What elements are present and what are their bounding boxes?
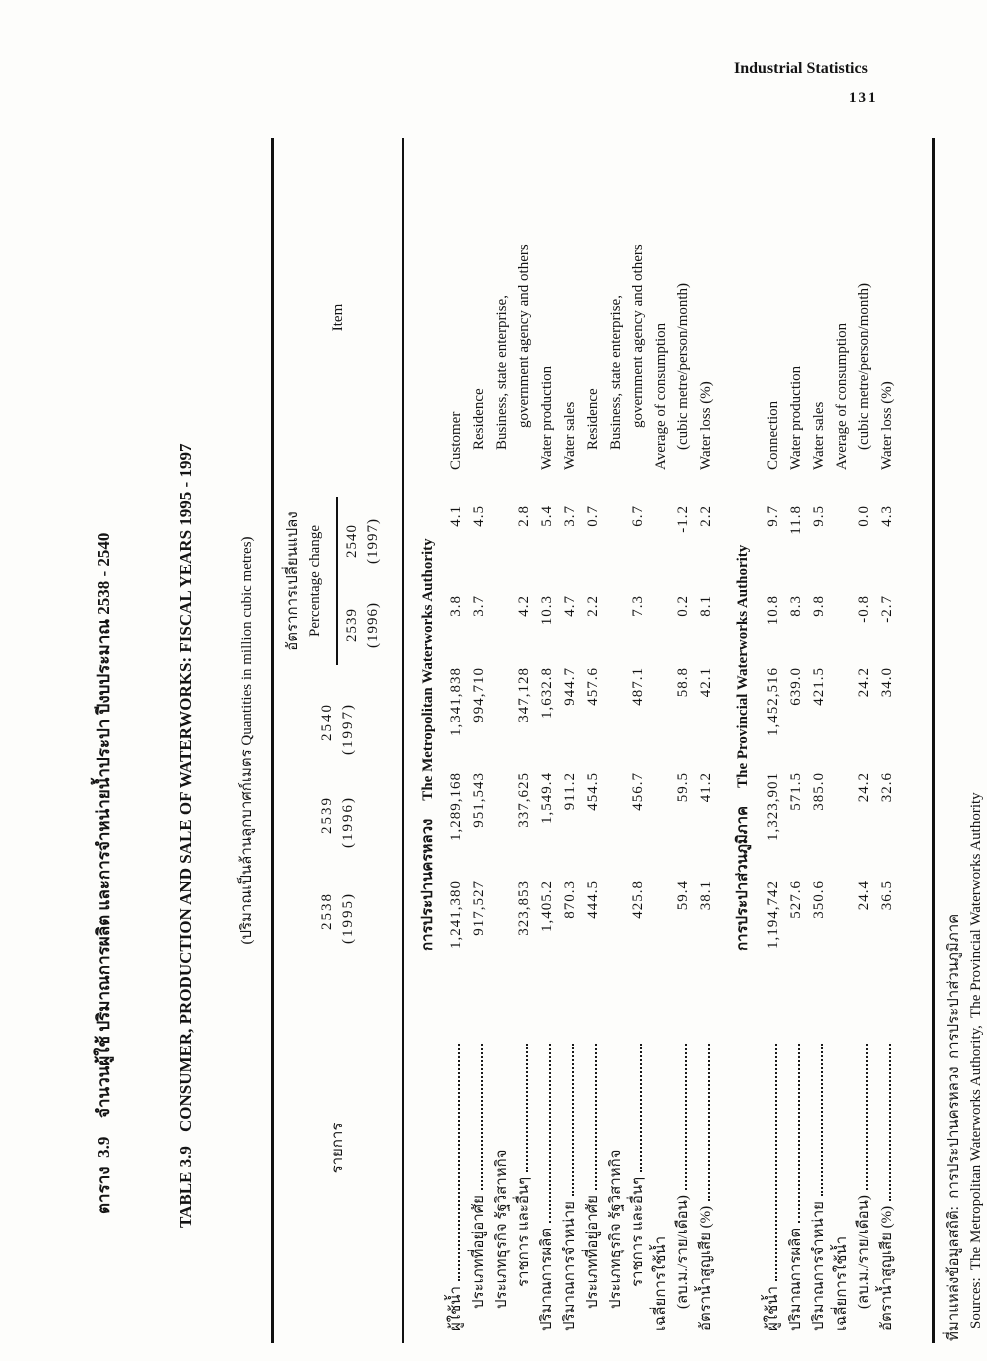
cell-value: 59.4 <box>675 880 691 911</box>
cell-value: 24.2 <box>856 772 872 803</box>
percentage-change-label-thai: อัตราการเปลี่ยนแปลง <box>285 511 301 651</box>
cell-value: 3.7 <box>562 505 578 527</box>
row-label-english-line: (cubic metre/person/month) <box>856 282 872 450</box>
cell-value: 1,341,838 <box>448 667 464 736</box>
year-be: 2540 <box>344 524 360 558</box>
row-label-thai-line <box>695 1043 717 1343</box>
cell-value: 8.1 <box>698 595 714 617</box>
year-ce: (1997) <box>340 703 356 755</box>
percentage-change-label-english: Percentage change <box>307 524 323 638</box>
journal-title: Industrial Statistics <box>734 60 868 77</box>
cell-value: 571.5 <box>788 772 804 811</box>
row-label-thai-line <box>650 1043 672 1343</box>
row-label-thai-line <box>559 1043 581 1343</box>
table-header-rule <box>402 138 404 1343</box>
cell-value: 0.0 <box>856 505 872 527</box>
cell-value: 994,710 <box>471 667 487 723</box>
section-heading <box>418 138 439 951</box>
table-row <box>582 138 604 1343</box>
cell-value: 4.1 <box>448 505 464 527</box>
row-label-thai-line <box>853 1043 875 1343</box>
row-label-english-line: Residence <box>471 388 487 450</box>
sources-line-english: Sources: The Metropolitan Waterworks Authority, The Provincial Waterworks Authority <box>968 792 984 1329</box>
row-label-thai-line <box>605 1043 627 1343</box>
cell-value: 0.7 <box>585 505 601 527</box>
cell-value: 870.3 <box>562 880 578 919</box>
row-label-english-line: Average of consumption <box>653 322 669 470</box>
row-label-english <box>605 138 649 497</box>
dotted-leader <box>821 1044 823 1196</box>
year-be: 2538 <box>319 892 335 930</box>
row-label-english-line: Connection <box>765 400 781 470</box>
row-label-thai-line <box>582 1043 604 1343</box>
row-label-thai-text: ประเภทธุรกิจ รัฐวิสาหกิจ <box>608 1149 624 1309</box>
column-header-pct-2540 <box>342 497 384 585</box>
cell-value: 1,194,742 <box>765 880 781 949</box>
cell-value: 1,289,168 <box>448 772 464 841</box>
cell-value: 24.2 <box>856 667 872 698</box>
row-label-english-line: Business, state enterprise, <box>494 295 510 450</box>
row-label-english <box>536 138 558 497</box>
table-row <box>491 138 535 1343</box>
cell-value: 911.2 <box>562 772 578 811</box>
row-label-english <box>445 138 467 497</box>
row-label-english-line: Water production <box>539 365 555 470</box>
cell-value: 1,241,380 <box>448 880 464 949</box>
cell-value: 36.5 <box>879 880 895 911</box>
row-label-thai-line <box>876 1043 898 1343</box>
dotted-leader <box>866 1044 868 1190</box>
cell-value: 917,527 <box>471 880 487 936</box>
dotted-leader <box>889 1044 891 1201</box>
year-ce: (1996) <box>340 796 356 848</box>
cell-value: 6.7 <box>630 505 646 527</box>
table-title-thai-text: จำนวนผู้ใช้ ปริมาณการผลิต และการจำหน่ายน้ำประปา ปีงบประมาณ 2538 - 2540 <box>94 532 113 1118</box>
table-number-english: TABLE 3.9 <box>176 1146 195 1228</box>
dotted-leader <box>572 1044 574 1196</box>
row-label-english <box>876 138 898 497</box>
row-label-thai-text: อัตราน้ำสูญเสีย (%) <box>698 1205 714 1331</box>
dotted-leader <box>775 1044 777 1281</box>
column-header-year-2540 <box>274 665 402 770</box>
row-label-thai-line <box>468 1043 490 1343</box>
row-label-thai <box>876 1043 898 1343</box>
dotted-leader <box>458 1044 460 1281</box>
section-heading-english: The Metropolitan Waterworks Authority <box>420 538 436 801</box>
cell-value: 0.2 <box>675 595 691 617</box>
table-body <box>418 138 898 1343</box>
table-row <box>695 138 717 1343</box>
column-header-pct-2539 <box>342 585 384 665</box>
cell-value: 42.1 <box>698 667 714 698</box>
row-label-thai-text: เฉลี่ยการใช้น้ำ <box>653 1235 669 1331</box>
cell-value: 4.5 <box>471 505 487 527</box>
row-label-thai-line <box>762 1043 784 1343</box>
row-label-thai-text: อัตราน้ำสูญเสีย (%) <box>879 1205 895 1331</box>
cell-value: 2.2 <box>585 595 601 617</box>
cell-value: 347,128 <box>516 667 532 723</box>
table-title-english <box>150 120 222 1245</box>
row-label-english <box>650 138 694 497</box>
row-label-thai-line <box>445 1043 467 1343</box>
row-label-thai-text: ประเภทที่อยู่อาศัย <box>471 1195 487 1309</box>
column-group-percentage-change <box>274 497 402 665</box>
cell-value: 385.0 <box>811 772 827 811</box>
dotted-leader <box>481 1044 483 1190</box>
row-label-english-line: (cubic metre/person/month) <box>675 282 691 450</box>
row-label-thai-line <box>536 1043 558 1343</box>
table-row <box>605 138 649 1343</box>
column-header-stub: รายการ <box>329 1122 346 1174</box>
cell-value: 5.4 <box>539 505 555 527</box>
section-heading-thai: การประปาส่วนภูมิภาค <box>735 805 751 951</box>
row-label-thai <box>582 1043 604 1343</box>
table-row <box>831 138 875 1343</box>
row-label-thai <box>605 1043 649 1343</box>
row-label-thai-line <box>491 1043 513 1343</box>
cell-value: 350.6 <box>811 880 827 919</box>
row-label-english-line: Residence <box>585 388 601 450</box>
row-label-english <box>491 138 535 497</box>
cell-value: 951,543 <box>471 772 487 828</box>
table-row <box>468 138 490 1343</box>
row-label-english-line: government agency and others <box>630 244 646 428</box>
row-label-english-line: Customer <box>448 411 464 470</box>
row-label-thai-text: ผู้ใช้น้ำ <box>448 1286 464 1331</box>
cell-value: 38.1 <box>698 880 714 911</box>
row-label-thai-line <box>627 1043 649 1343</box>
cell-value: 425.8 <box>630 880 646 919</box>
row-label-thai <box>695 1043 717 1343</box>
row-label-english-line: Water loss (%) <box>879 381 895 470</box>
row-label-thai <box>559 1043 581 1343</box>
row-label-thai-text: ปริมาณการผลิต <box>539 1227 555 1331</box>
row-label-thai-line <box>672 1043 694 1343</box>
row-label-english-line: Water sales <box>811 401 827 470</box>
cell-value: 59.5 <box>675 772 691 803</box>
cell-value: -2.7 <box>879 595 895 623</box>
cell-value: 7.3 <box>630 595 646 617</box>
table-bottom-rule <box>932 138 935 1343</box>
dotted-leader <box>640 1044 642 1172</box>
dotted-leader <box>685 1044 687 1190</box>
cell-value: 9.7 <box>765 505 781 527</box>
cell-value: 487.1 <box>630 667 646 706</box>
cell-value: 10.8 <box>765 595 781 626</box>
table-row <box>536 138 558 1343</box>
sources-line-thai: ที่มาแหล่งข้อมูลสถิติ: การประปานครหลวง การประปาส่วนภูมิภาค <box>946 913 962 1341</box>
row-label-thai <box>445 1043 467 1343</box>
row-label-english-line: Average of consumption <box>834 322 850 470</box>
row-label-thai-text: ประเภทที่อยู่อาศัย <box>585 1195 601 1309</box>
cell-value: 1,549.4 <box>539 772 555 824</box>
cell-value: 4.3 <box>879 505 895 527</box>
row-label-thai-line <box>513 1043 535 1343</box>
row-label-thai <box>536 1043 558 1343</box>
table-header-row <box>274 138 402 1343</box>
cell-value: 456.7 <box>630 772 646 811</box>
section-heading <box>733 138 754 951</box>
year-be: 2539 <box>319 796 335 834</box>
row-label-thai <box>650 1043 694 1343</box>
cell-value: 3.7 <box>471 595 487 617</box>
year-ce: (1997) <box>365 518 381 564</box>
column-header-item: Item <box>329 303 346 332</box>
row-label-english-line: government agency and others <box>516 244 532 428</box>
row-label-thai-text: (ลบ.ม./ราย/เดือน) <box>675 1195 691 1309</box>
cell-value: 2.8 <box>516 505 532 527</box>
cell-value: 3.8 <box>448 595 464 617</box>
row-label-thai-line <box>808 1043 830 1343</box>
row-label-thai-text: ปริมาณการจำหน่าย <box>562 1201 578 1331</box>
cell-value: 639.0 <box>788 667 804 706</box>
cell-value: 32.6 <box>879 772 895 803</box>
row-label-english-line: Water sales <box>562 401 578 470</box>
cell-value: 1,405.2 <box>539 880 555 932</box>
year-be: 2540 <box>319 703 335 741</box>
cell-value: 9.8 <box>811 595 827 617</box>
table-row <box>445 138 467 1343</box>
table-row <box>559 138 581 1343</box>
cell-value: 34.0 <box>879 667 895 698</box>
rotated-table-sheet <box>36 120 984 1343</box>
row-label-thai-text: เฉลี่ยการใช้น้ำ <box>834 1235 850 1331</box>
year-be: 2539 <box>344 608 360 642</box>
dotted-leader <box>526 1044 528 1172</box>
dotted-leader <box>798 1044 800 1223</box>
table-subtitle-units: (ปริมาณเป็นล้านลูกบาศก์เมตร Quantities in million cubic metres) <box>239 536 255 945</box>
row-label-thai <box>762 1043 784 1343</box>
cell-value: 9.5 <box>811 505 827 527</box>
dotted-leader <box>549 1044 551 1223</box>
cell-value: 58.8 <box>675 667 691 698</box>
cell-value: 421.5 <box>811 667 827 706</box>
cell-value: 11.8 <box>788 505 804 535</box>
cell-value: 454.5 <box>585 772 601 811</box>
page-number: 131 <box>849 90 878 106</box>
row-label-thai-text: ผู้ใช้น้ำ <box>765 1286 781 1331</box>
row-label-english <box>831 138 875 497</box>
cell-value: 457.6 <box>585 667 601 706</box>
cell-value: 4.2 <box>516 595 532 617</box>
row-label-thai <box>831 1043 875 1343</box>
column-header-year-2539 <box>274 770 402 878</box>
cell-value: 41.2 <box>698 772 714 803</box>
cell-value: 944.7 <box>562 667 578 706</box>
row-label-thai <box>808 1043 830 1343</box>
year-ce: (1995) <box>340 892 356 944</box>
column-header-year-2538 <box>274 878 402 1043</box>
row-label-thai <box>491 1043 535 1343</box>
cell-value: -1.2 <box>675 505 691 533</box>
table-title-english-text: CONSUMER, PRODUCTION AND SALE OF WATERWORKS: FISCAL YEARS 1995 - 1997 <box>176 443 195 1132</box>
cell-value: 10.3 <box>539 595 555 626</box>
row-label-english <box>468 138 490 497</box>
table-row <box>785 138 807 1343</box>
cell-value: 1,452,516 <box>765 667 781 736</box>
row-label-thai-line <box>831 1043 853 1343</box>
dotted-leader <box>708 1044 710 1201</box>
dotted-leader <box>595 1044 597 1190</box>
cell-value: 527.6 <box>788 880 804 919</box>
cell-value: 1,323,901 <box>765 772 781 841</box>
row-label-english <box>582 138 604 497</box>
cell-value: 323,853 <box>516 880 532 936</box>
cell-value: 8.3 <box>788 595 804 617</box>
section-heading-thai: การประปานครหลวง <box>420 818 436 951</box>
row-label-english-line: Water production <box>788 365 804 470</box>
cell-value: -0.8 <box>856 595 872 623</box>
table-row <box>650 138 694 1343</box>
cell-value: 24.4 <box>856 880 872 911</box>
row-label-english-line: Water loss (%) <box>698 381 714 470</box>
cell-value: 2.2 <box>698 505 714 527</box>
table-number-thai: ตาราง 3.9 <box>94 1136 113 1214</box>
table-row <box>808 138 830 1343</box>
row-label-english <box>808 138 830 497</box>
row-label-thai-text: (ลบ.ม./ราย/เดือน) <box>856 1195 872 1309</box>
cell-value: 4.7 <box>562 595 578 617</box>
cell-value: 337,625 <box>516 772 532 828</box>
year-ce: (1996) <box>365 602 381 648</box>
table-title-thai <box>68 120 140 1231</box>
row-label-thai-line <box>785 1043 807 1343</box>
row-label-thai-text: ปริมาณการจำหน่าย <box>811 1201 827 1331</box>
percentage-change-underline <box>336 497 338 665</box>
row-label-thai-text: ประเภทธุรกิจ รัฐวิสาหกิจ <box>494 1149 510 1309</box>
cell-value: 444.5 <box>585 880 601 919</box>
row-label-english <box>762 138 784 497</box>
row-label-thai <box>785 1043 807 1343</box>
section-heading-english: The Provincial Waterworks Authority <box>735 544 751 788</box>
row-label-thai <box>468 1043 490 1343</box>
table-row <box>762 138 784 1343</box>
row-label-thai-text: ราชการ และอื่นๆ <box>630 1176 646 1287</box>
row-label-thai-text: ปริมาณการผลิต <box>788 1227 804 1331</box>
row-label-english <box>695 138 717 497</box>
row-label-thai-text: ราชการ และอื่นๆ <box>516 1176 532 1287</box>
row-label-english-line: Business, state enterprise, <box>608 295 624 450</box>
row-label-english <box>559 138 581 497</box>
table-row <box>876 138 898 1343</box>
row-label-english <box>785 138 807 497</box>
cell-value: 1,632.8 <box>539 667 555 719</box>
